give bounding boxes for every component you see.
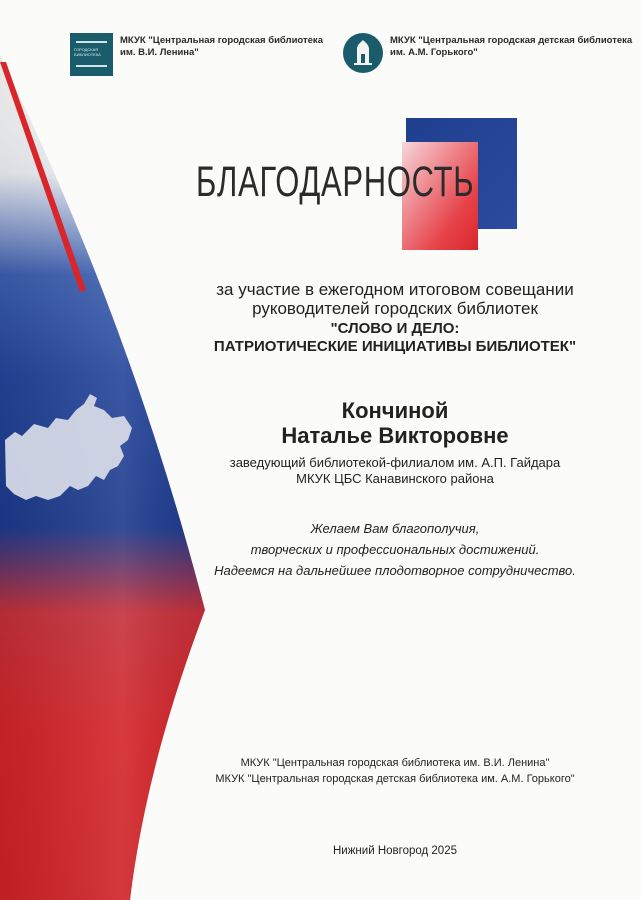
library-logo-gorky: [343, 33, 383, 73]
wishes-text: Желаем Вам благополучия, творческих и профессиональных достижений. Надеемся на дальнейшее плодотворное сотрудничество.: [214, 521, 576, 578]
recipient-name: Кончиной Наталье Викторовне: [281, 398, 509, 448]
header-org-left: МКУК "Центральная городская библиотека им. В.И. Ленина": [120, 35, 323, 58]
library-logo-lenin: ГОРОДСКАЯ БИБЛИОТЕКА: [70, 33, 113, 76]
recipient-position: заведующий библиотекой-филиалом им. А.П. Гайдара МКУК ЦБС Канавинского района: [229, 455, 561, 486]
footer-city-year: Нижний Новгород 2025: [333, 845, 457, 857]
award-reason: за участие в ежегодном итоговом совещании руководителей городских библиотек: [216, 280, 574, 318]
church-icon: [343, 33, 383, 73]
certificate-title: БЛАГОДАРНОСТЬ: [196, 158, 475, 206]
event-name: "СЛОВО И ДЕЛО: ПАТРИОТИЧЕСКИЕ ИНИЦИАТИВЫ БИБЛИОТЕК": [213, 320, 577, 355]
footer-organizations: МКУК "Центральная городская библиотека им. В.И. Ленина" МКУК "Центральная городская детская библиотека им. А.М. Горького": [215, 757, 575, 785]
header-org-right: МКУК "Центральная городская детская библиотека им. А.М. Горького": [390, 35, 633, 58]
